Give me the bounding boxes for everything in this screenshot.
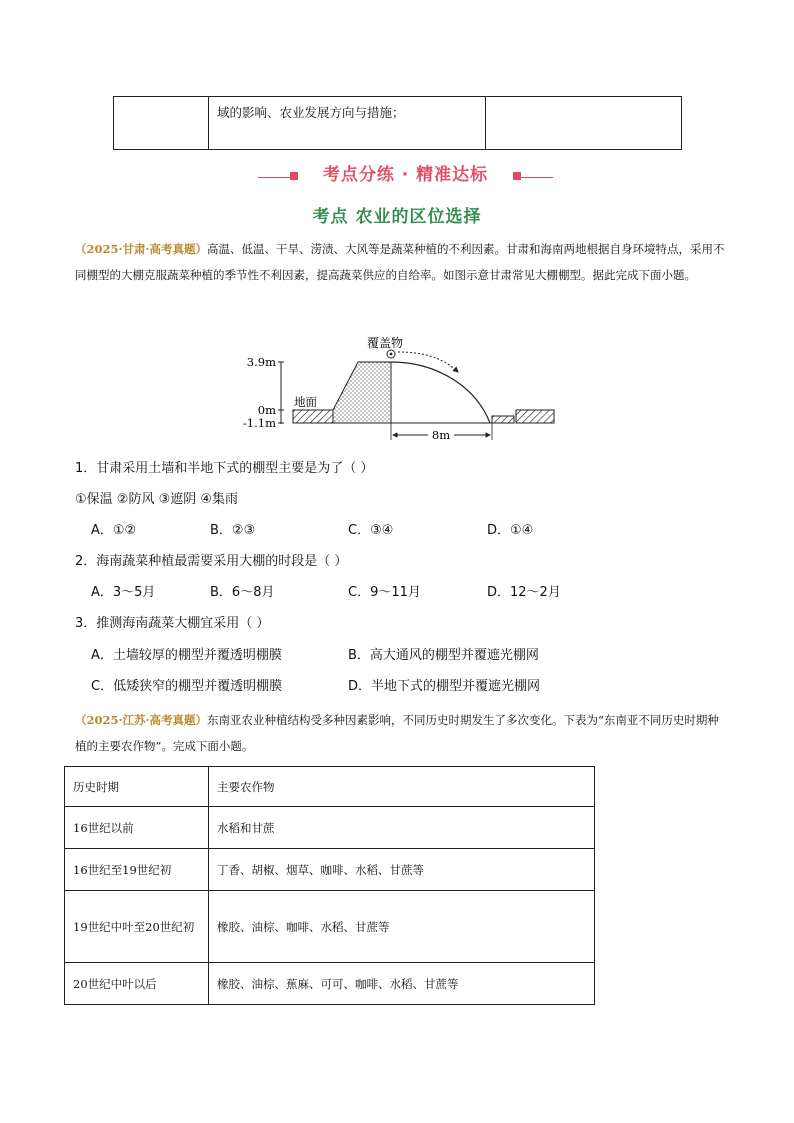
table-cell: 16世纪以前	[65, 807, 209, 849]
option-a[interactable]: A．3～5月	[91, 585, 156, 600]
table-row	[65, 891, 595, 963]
top-table	[113, 96, 682, 150]
arch-roof	[391, 362, 490, 423]
question-3-stem: 3．推测海南蔬菜大棚宜采用（ ）	[75, 616, 270, 631]
table-row	[114, 97, 682, 150]
option-c[interactable]: C．低矮狭窄的棚型并覆透明棚膜	[91, 679, 283, 694]
ground-left	[293, 410, 333, 423]
question-2-stem: 2．海南蔬菜种植最需要采用大棚的时段是（ ）	[75, 554, 348, 569]
option-c[interactable]: C．③④	[348, 523, 394, 538]
option-d[interactable]: D．①④	[487, 523, 534, 538]
table-cell: 域的影响、农业发展方向与措施；	[209, 97, 486, 150]
intro-text: 东南亚农业种植结构受多种因素影响，不同历史时期发生了多次变化。下表为“东南亚不同历史时期种植的主要农作物”。完成下面小题。	[75, 713, 719, 753]
option-a[interactable]: A．土墙较厚的棚型并覆透明棚膜	[91, 648, 282, 663]
banner-title: 考点分练 · 精准达标	[322, 165, 489, 185]
question-1-items: ①保温 ②防风 ③遮阴 ④集雨	[75, 492, 239, 507]
table-cell	[486, 97, 682, 150]
table-row	[65, 807, 595, 849]
question-intro-jiangsu	[75, 707, 725, 759]
unroll-arrow	[398, 352, 458, 372]
cover-label: 覆盖物	[367, 336, 404, 350]
y-label-bottom: -1.1m	[242, 416, 276, 430]
earth-wall	[333, 362, 391, 423]
y-label-zero: 0m	[257, 403, 276, 417]
option-d[interactable]: D．12～2月	[487, 585, 561, 600]
option-b[interactable]: B．6～8月	[210, 585, 275, 600]
source-tag: （2025·江苏·高考真题）	[75, 713, 208, 727]
table-row	[65, 963, 595, 1005]
table-cell: 橡胶、油棕、咖啡、水稻、甘蔗等	[209, 891, 595, 963]
option-b[interactable]: B．高大通风的棚型并覆遮光棚网	[348, 648, 539, 663]
section-banner	[258, 160, 553, 186]
option-b[interactable]: B．②③	[210, 523, 256, 538]
question-1-stem: 1．甘肃采用土墙和半地下式的棚型主要是为了（ ）	[75, 461, 374, 476]
intro-text: 高温、低温、干旱、涝渍、大风等是蔬菜种植的不利因素。甘肃和海南两地根据自身环境特点，采用不同棚型的大棚克服蔬菜种植的季节性不利因素，提高蔬菜供应的自给率。如图示意甘肃常见大棚棚型。据此完成下面小题。	[75, 242, 725, 282]
table-cell: 16世纪至19世纪初	[65, 849, 209, 891]
option-d[interactable]: D．半地下式的棚型并覆遮光棚网	[348, 679, 541, 694]
table-cell: 橡胶、油棕、蕉麻、可可、咖啡、水稻、甘蔗等	[209, 963, 595, 1005]
banner-line-right	[521, 177, 553, 178]
table-cell	[114, 97, 209, 150]
option-c[interactable]: C．9～11月	[348, 585, 421, 600]
table-cell: 19世纪中叶至20世纪初	[65, 891, 209, 963]
ground-right-low	[492, 416, 514, 423]
table-row	[65, 849, 595, 891]
table-cell: 20世纪中叶以后	[65, 963, 209, 1005]
crop-table	[64, 766, 595, 1005]
banner-square-icon	[513, 172, 521, 180]
table-header-cell: 历史时期	[65, 767, 209, 807]
width-label: 8m	[431, 428, 451, 442]
table-cell: 水稻和甘蔗	[209, 807, 595, 849]
table-header-cell: 主要农作物	[209, 767, 595, 807]
table-header-row	[65, 767, 595, 807]
option-a[interactable]: A．①②	[91, 523, 137, 538]
source-tag: （2025·甘肃·高考真题）	[75, 242, 208, 256]
greenhouse-diagram	[240, 330, 570, 442]
question-intro-gansu	[75, 236, 725, 288]
table-cell: 丁香、胡椒、烟草、咖啡、水稻、甘蔗等	[209, 849, 595, 891]
section-title: 考点 农业的区位选择	[312, 207, 482, 227]
ground-right	[516, 410, 554, 423]
ground-label: 地面	[294, 395, 317, 409]
y-label-top: 3.9m	[246, 355, 276, 369]
